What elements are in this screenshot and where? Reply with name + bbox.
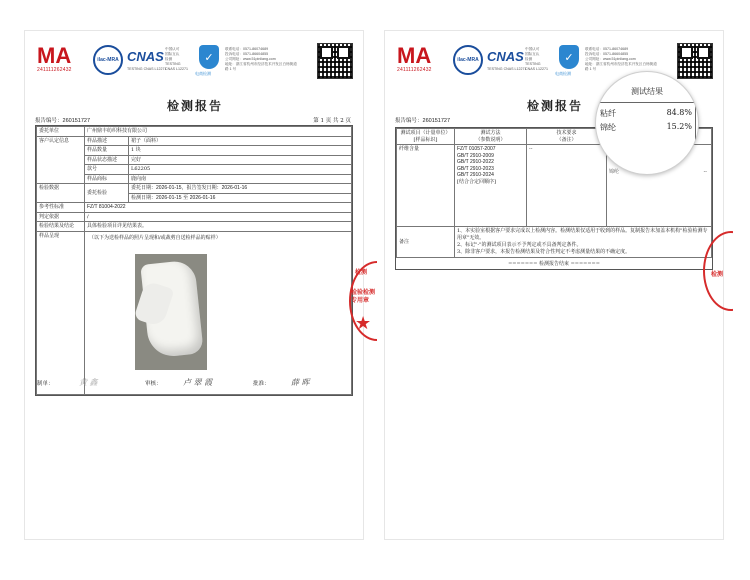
method-list: FZ/T 01057-2007 GB/T 2910-2009 GB/T 2910-2022 GB/T 2910-2023 GB/T 2910-2024 [结合合定回顺序] [455,145,527,227]
header-logos: MA 241111262432 ilac-MRA CNAS TESTING CNAS L12271 中国认可 国际互认 检测 TESTING CNAS L12271 ✓ 电商检测 联系电话：0571-86074689 投诉电话：0571-86604855 公司网址：www.51pinliang.com 地址：浙江省杭州市经济技术开发区白杨街道 路 1 号 [397,43,713,91]
table-row: 参考性标准 FZ/T 81004-2022 [37,203,352,213]
check-shield-icon: ✓ [199,45,219,69]
maker-label: 制单： [37,381,54,387]
notes-text: 1、本实验室根据客户要求完成以上检测内容。检测结果仅适用于收到的样品。复制报告未加盖本机构"检验检测专用章"无效。 2、标记"-"的测试项目表示不予判定或不具备判定条件。 3、除非客户要求，本报告检测结果及符合性判定不考虑测量结果的不确定度。 [455,227,712,258]
page-indicator: 第 1 页 共 2 页 [313,118,351,124]
qr-code [317,43,353,79]
table-row: 判定依据 / [37,212,352,222]
report-title: 检测报告 [526,99,583,113]
photo-caption: （以下为送检样品的照片呈现和/或裁剪自送检样品的贴样） [89,234,221,241]
qr-code [677,43,713,79]
sample-state-value: 完好 [129,155,352,165]
client-label: 委托单位 [37,127,85,137]
reviewer-label: 审核： [145,381,162,387]
header-test-item: 测试项目（计量单位） [样品标识] [397,129,455,145]
result-row: 粘纤 84.8% [600,108,692,118]
shield-label: 电商检测 [195,71,211,76]
accreditation-text: 中国认可 国际互认 检测 TESTING CNAS L12271 [525,47,548,71]
contact-block: 联系电话：0571-86074689 投诉电话：0571-86604855 公司网址：www.51pinliang.com 地址：浙江省杭州市经济技术开发区白杨街道 路 1 号 [585,47,657,71]
header-logos [37,43,353,91]
table-row: 款号 L62205 [37,165,352,175]
table-row: 检验数据 委托检验 委托日期：2026-01-15，报告签发日期：2026-01-16 [37,184,352,194]
maker-signature: 黄 鑫 [79,378,98,387]
table-row: 样品数量 1 块 [37,146,352,156]
info-table [35,125,353,396]
judgment-value: / [85,212,352,222]
result-magnifier [595,71,699,175]
fiber-content-label: 纤维含量 [397,145,455,227]
table-row: 样品商标 鹿向南 [37,174,352,184]
inspect-info-label: 检验数据 [37,184,85,203]
report-page-2 [384,30,724,540]
sample-photo-area [85,232,351,394]
approver-signature: 薛 晖 [291,378,310,387]
check-shield-icon: ✓ [559,45,579,69]
result-row: 锦纶 15.2% [600,122,692,132]
table-row: 客户认定信息 样品描述 裙子（面料） [37,136,352,146]
table-row: 样品呈现 （以下为送检样品的照片呈现和/或裁剪自送检样品的贴样） [37,231,352,394]
table-row: 样品状态描述 完好 [37,155,352,165]
inspection-stamp: 检测 [703,231,733,321]
cnas-number: TESTING CNAS L12271 [127,67,167,71]
ma-number: 241111262432 [37,67,72,73]
ma-logo [37,45,85,73]
report-number: 报告编号：260151727 [395,118,451,124]
test-dates: 检测日期：2026-01-15 至 2026-01-16 [129,193,352,203]
table-row [397,227,712,258]
report-page-1 [24,30,376,540]
reviewer-signature: 卢 翠 霞 [183,378,213,387]
notes-label: 备注 [397,227,455,258]
standard-value: FZ/T 81004-2022 [85,203,352,213]
ma-logo: MA 241111262432 [397,43,432,73]
ma-logo-text: MA [37,43,72,68]
report-number: 报告编号：260151727 [35,118,91,124]
client-value: 广州鼎丰纺织科技有限公司 [85,127,352,137]
sample-qty-value: 1 块 [129,146,352,156]
result-value: 84.8% [666,108,692,117]
magnifier-title: 测试结果 [631,87,663,96]
inspection-stamp: 检测 检验检测 专用章 ★ [349,261,377,341]
conclusion-value: 具体检验项目详见结果表。 [85,222,352,232]
header-requirement: 技术要求 （备注） [527,129,607,145]
sample-name-value: 裙子（面料） [129,136,352,146]
cnas-logo: CNAS [127,49,164,64]
end-of-report-line: ======= 检测报告结束 ======= [508,261,600,267]
customer-info-label: 客户认定信息 [37,136,85,184]
cnas-logo: CNAS [487,49,524,64]
approver-label: 批准： [253,381,270,387]
requirement-value: -- [527,145,607,227]
result-cell: 锦纶 -- [607,145,712,227]
table-row [37,127,352,137]
contact-block: 联系电话：0571-86074689 投诉电话：0571-86604855 公司网址：www.51pinliang.com 地址：浙江省杭州市经济技术开发区白杨街道 路 1 号 [225,47,297,71]
sample-photo [135,254,207,370]
header-test-method: 测试方法 （参数说明） [455,129,527,145]
table-row: 检验结果及结论 具体检验项目详见结果表。 [37,222,352,232]
ilac-mra-logo: ilac-MRA [453,45,483,75]
result-value: 15.2% [666,122,692,131]
style-value: L62205 [129,165,352,175]
ilac-mra-logo: ilac-MRA [93,45,123,75]
accreditation-text: 中国认可 国际互认 检测 TESTING CNAS L12271 [165,47,188,71]
commission-dates: 委托日期：2026-01-15，报告签发日期：2026-01-16 [129,184,352,194]
brand-value: 鹿向南 [129,174,352,184]
report-title: 检测报告 [166,99,223,113]
